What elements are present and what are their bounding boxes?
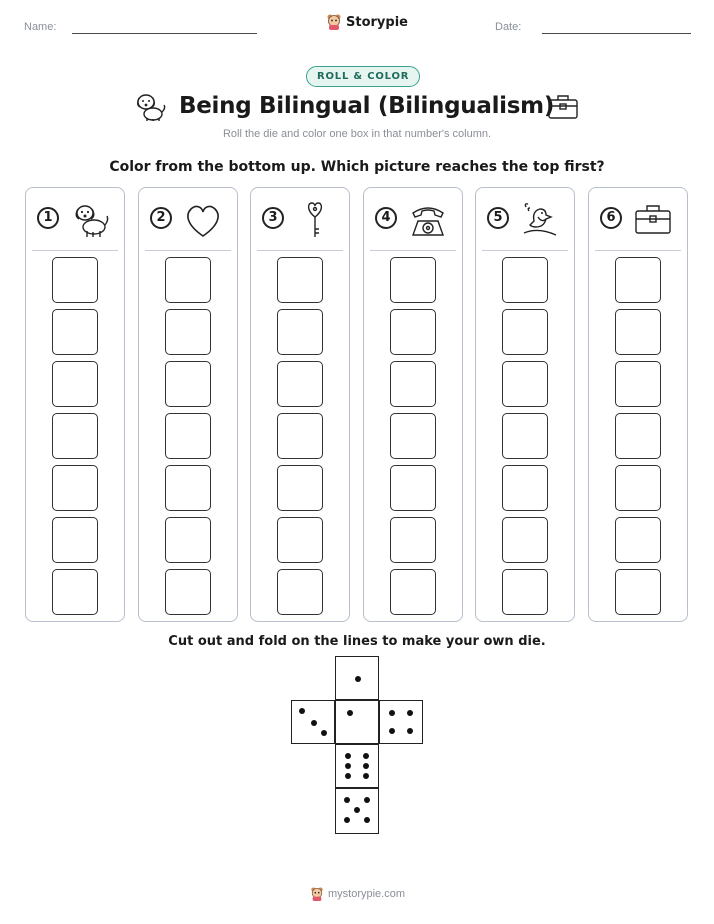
- column-number: 5: [487, 207, 509, 229]
- column-number: 2: [150, 207, 172, 229]
- puppy-title-icon: [133, 91, 167, 123]
- color-box[interactable]: [52, 465, 98, 511]
- pip: [299, 708, 305, 714]
- brand-name: Storypie: [346, 14, 408, 30]
- die-instruction: Cut out and fold on the lines to make your own die.: [168, 634, 546, 649]
- column-divider: [145, 250, 231, 251]
- color-box[interactable]: [390, 413, 436, 459]
- page-title: Being Bilingual (Bilingualism): [179, 93, 555, 119]
- pip: [321, 730, 327, 736]
- date-label: Date:: [495, 21, 522, 33]
- color-box[interactable]: [277, 465, 323, 511]
- pip: [347, 710, 353, 716]
- die-face-4: [379, 700, 423, 744]
- color-box[interactable]: [165, 361, 211, 407]
- key-icon: [295, 201, 335, 239]
- color-box[interactable]: [52, 257, 98, 303]
- toolbox-title-icon: [547, 93, 579, 121]
- name-line[interactable]: [72, 33, 257, 34]
- column-3: [250, 187, 350, 622]
- date-line[interactable]: [542, 33, 691, 34]
- name-label: Name:: [24, 21, 57, 33]
- column-divider: [482, 250, 568, 251]
- color-box[interactable]: [615, 465, 661, 511]
- pip: [364, 817, 370, 823]
- column-5: [475, 187, 575, 622]
- pip: [363, 763, 369, 769]
- column-divider: [595, 250, 681, 251]
- pip: [407, 710, 413, 716]
- column-1: [25, 187, 125, 622]
- color-box[interactable]: [165, 465, 211, 511]
- pip: [344, 817, 350, 823]
- die-face-3: [291, 700, 335, 744]
- telephone-icon: [408, 201, 448, 239]
- color-box[interactable]: [277, 517, 323, 563]
- color-box[interactable]: [615, 517, 661, 563]
- color-box[interactable]: [390, 465, 436, 511]
- color-box[interactable]: [615, 309, 661, 355]
- pip: [311, 720, 317, 726]
- die-face-1: [335, 656, 379, 700]
- column-2: [138, 187, 238, 622]
- color-box[interactable]: [165, 517, 211, 563]
- pip: [354, 807, 360, 813]
- activity-badge: ROLL & COLOR: [306, 66, 420, 87]
- color-box[interactable]: [165, 257, 211, 303]
- column-number: 1: [37, 207, 59, 229]
- color-box[interactable]: [502, 413, 548, 459]
- color-box[interactable]: [165, 569, 211, 615]
- color-box[interactable]: [502, 309, 548, 355]
- color-box[interactable]: [502, 257, 548, 303]
- die-face-5: [335, 788, 379, 834]
- color-box[interactable]: [52, 517, 98, 563]
- color-box[interactable]: [52, 309, 98, 355]
- pip: [389, 710, 395, 716]
- column-divider: [257, 250, 343, 251]
- color-box[interactable]: [165, 309, 211, 355]
- color-box[interactable]: [390, 257, 436, 303]
- color-box[interactable]: [165, 413, 211, 459]
- column-number: 3: [262, 207, 284, 229]
- die-face-6: [335, 744, 379, 788]
- pip: [344, 797, 350, 803]
- heart-icon: [183, 201, 223, 239]
- color-box[interactable]: [277, 257, 323, 303]
- storypie-mascot-icon: [326, 13, 342, 31]
- column-4: [363, 187, 463, 622]
- pip: [364, 797, 370, 803]
- toolbox-icon: [633, 201, 673, 239]
- column-divider: [32, 250, 118, 251]
- color-box[interactable]: [390, 361, 436, 407]
- color-box[interactable]: [502, 465, 548, 511]
- pip: [363, 753, 369, 759]
- color-box[interactable]: [390, 569, 436, 615]
- die-face-center: [335, 700, 379, 744]
- column-6: [588, 187, 688, 622]
- color-box[interactable]: [277, 309, 323, 355]
- pip: [345, 763, 351, 769]
- color-box[interactable]: [390, 517, 436, 563]
- color-box[interactable]: [277, 413, 323, 459]
- bird-icon: [520, 201, 560, 239]
- pip: [389, 728, 395, 734]
- pip: [345, 753, 351, 759]
- pip: [407, 728, 413, 734]
- puppy-icon: [70, 201, 110, 239]
- footer: [310, 886, 405, 902]
- color-box[interactable]: [390, 309, 436, 355]
- footer-url[interactable]: mystorypie.com: [328, 888, 406, 900]
- color-box[interactable]: [502, 517, 548, 563]
- column-divider: [370, 250, 456, 251]
- pip: [363, 773, 369, 779]
- instruction-heading: Color from the bottom up. Which picture reaches the top first?: [109, 159, 605, 175]
- column-number: 6: [600, 207, 622, 229]
- color-box[interactable]: [277, 569, 323, 615]
- brand-logo: [326, 13, 408, 31]
- page-subtitle: Roll the die and color one box in that number's column.: [222, 128, 492, 140]
- color-box[interactable]: [615, 413, 661, 459]
- color-box[interactable]: [277, 361, 323, 407]
- color-box[interactable]: [52, 413, 98, 459]
- color-box[interactable]: [52, 361, 98, 407]
- color-box[interactable]: [52, 569, 98, 615]
- color-box[interactable]: [615, 257, 661, 303]
- color-box[interactable]: [615, 569, 661, 615]
- color-box[interactable]: [502, 569, 548, 615]
- column-number: 4: [375, 207, 397, 229]
- storypie-mascot-icon: [310, 886, 324, 902]
- color-box[interactable]: [502, 361, 548, 407]
- pip: [345, 773, 351, 779]
- color-box[interactable]: [615, 361, 661, 407]
- pip: [355, 676, 361, 682]
